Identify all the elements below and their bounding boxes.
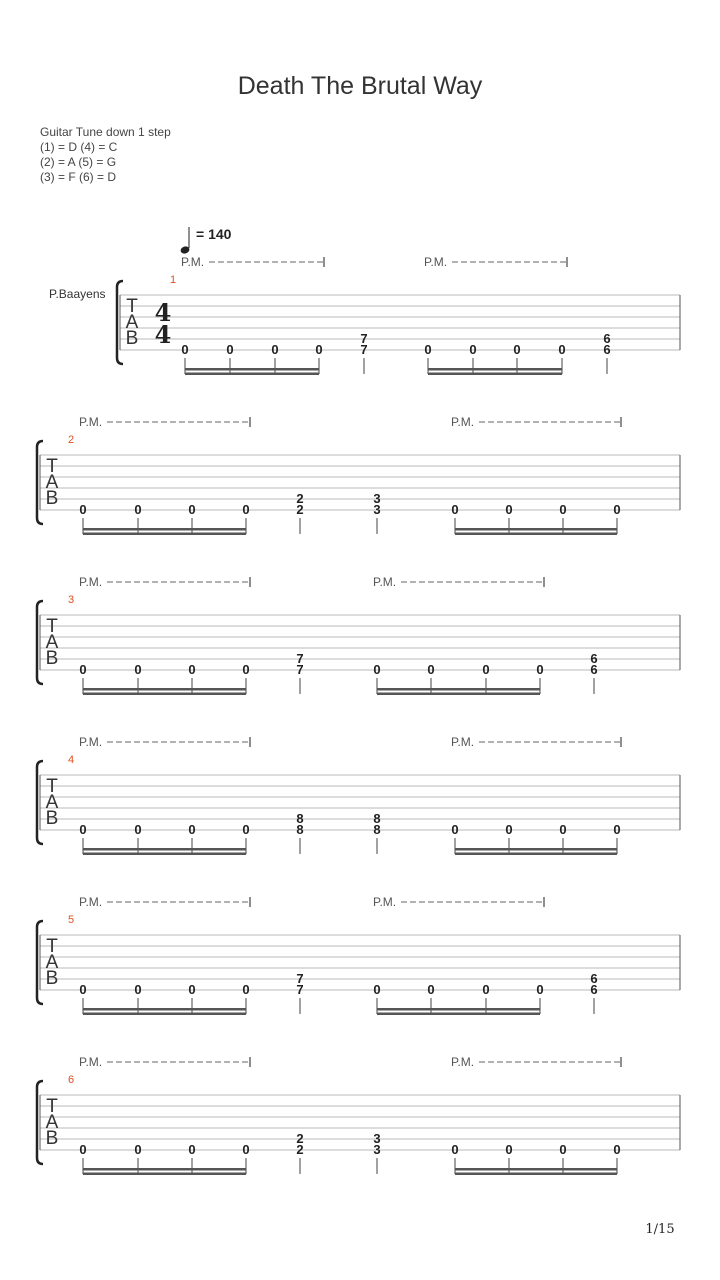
page-number: 1/15: [645, 1222, 675, 1237]
fret-number: 0: [188, 822, 196, 837]
tab-clef-letter: B: [45, 968, 59, 989]
palm-mute-label: P.M.: [451, 735, 475, 749]
fret-number: 7: [296, 662, 304, 677]
fret-number: 3: [373, 491, 381, 506]
fret-number: 0: [613, 1142, 621, 1157]
beam-line: [377, 1013, 540, 1016]
time-signature-bottom: 4: [154, 320, 172, 349]
tab-clef-letter: T: [46, 776, 58, 797]
beam-line: [455, 533, 617, 536]
tab-clef-letter: A: [45, 792, 59, 813]
fret-number: 0: [226, 342, 234, 357]
tab-clef-letter: B: [45, 1128, 59, 1149]
beam-line: [83, 533, 246, 536]
track-name: P.Baayens: [49, 287, 106, 301]
fret-number: 0: [427, 982, 435, 997]
fret-number: 8: [296, 822, 304, 837]
fret-number: 2: [296, 1142, 304, 1157]
fret-number: 8: [373, 811, 381, 826]
beam-line: [83, 528, 246, 531]
fret-number: 0: [427, 662, 435, 677]
fret-number: 8: [373, 822, 381, 837]
tuning-header: Guitar Tune down 1 step: [40, 125, 171, 139]
tab-clef-letter: T: [46, 616, 58, 637]
fret-number: 6: [590, 651, 598, 666]
fret-number: 6: [603, 342, 611, 357]
tuning-line: (1) = D (4) = C: [40, 140, 118, 154]
fret-number: 0: [559, 1142, 567, 1157]
song-title: Death The Brutal Way: [237, 72, 483, 100]
fret-number: 2: [296, 1131, 304, 1146]
fret-number: 0: [134, 1142, 142, 1157]
fret-number: 0: [134, 662, 142, 677]
palm-mute-label: P.M.: [79, 1055, 103, 1069]
fret-number: 8: [296, 811, 304, 826]
fret-number: 0: [79, 982, 87, 997]
fret-number: 0: [188, 662, 196, 677]
fret-number: 0: [558, 342, 566, 357]
beam-line: [83, 1168, 246, 1171]
tab-clef-letter: T: [46, 456, 58, 477]
fret-number: 7: [296, 971, 304, 986]
fret-number: 2: [296, 502, 304, 517]
palm-mute-label: P.M.: [79, 575, 103, 589]
fret-number: 0: [134, 982, 142, 997]
beam-line: [377, 693, 540, 696]
palm-mute-label: P.M.: [451, 415, 475, 429]
fret-number: 0: [451, 822, 459, 837]
palm-mute-label: P.M.: [373, 575, 397, 589]
tab-clef-letter: A: [45, 472, 59, 493]
tab-clef-letter: A: [45, 952, 59, 973]
tuning-line: (2) = A (5) = G: [40, 155, 117, 169]
bar-number: 1: [170, 274, 177, 286]
beam-line: [428, 373, 562, 376]
fret-number: 0: [242, 1142, 250, 1157]
fret-number: 3: [373, 502, 381, 517]
fret-number: 0: [505, 502, 513, 517]
beam-line: [455, 848, 617, 851]
tab-clef-letter: T: [126, 296, 138, 317]
fret-number: 0: [482, 662, 490, 677]
tab-clef-letter: T: [46, 936, 58, 957]
tab-clef-letter: B: [45, 808, 59, 829]
tab-clef-letter: T: [46, 1096, 58, 1117]
fret-number: 6: [590, 971, 598, 986]
tempo-marking: = 140: [196, 226, 232, 242]
fret-number: 7: [296, 651, 304, 666]
palm-mute-label: P.M.: [79, 735, 103, 749]
fret-number: 0: [613, 502, 621, 517]
beam-line: [377, 1008, 540, 1011]
beam-line: [83, 848, 246, 851]
beam-line: [83, 1008, 246, 1011]
fret-number: 0: [242, 662, 250, 677]
fret-number: 0: [271, 342, 279, 357]
fret-number: 6: [603, 331, 611, 346]
beam-line: [83, 688, 246, 691]
palm-mute-label: P.M.: [424, 255, 448, 269]
fret-number: 0: [188, 1142, 196, 1157]
fret-number: 0: [188, 982, 196, 997]
tab-clef-letter: A: [45, 632, 59, 653]
fret-number: 0: [559, 822, 567, 837]
bar-number: 2: [68, 434, 75, 446]
beam-line: [185, 368, 319, 371]
fret-number: 2: [296, 491, 304, 506]
fret-number: 0: [79, 822, 87, 837]
fret-number: 0: [424, 342, 432, 357]
palm-mute-label: P.M.: [181, 255, 205, 269]
time-signature-top: 4: [154, 298, 172, 327]
fret-number: 0: [469, 342, 477, 357]
fret-number: 0: [536, 662, 544, 677]
fret-number: 0: [79, 1142, 87, 1157]
bar-number: 4: [68, 754, 75, 766]
fret-number: 0: [315, 342, 323, 357]
beam-line: [377, 688, 540, 691]
fret-number: 7: [360, 331, 368, 346]
fret-number: 0: [559, 502, 567, 517]
tab-clef-letter: B: [125, 328, 139, 349]
bar-number: 5: [68, 914, 75, 926]
fret-number: 0: [181, 342, 189, 357]
tab-clef-letter: B: [45, 488, 59, 509]
fret-number: 0: [451, 1142, 459, 1157]
fret-number: 6: [590, 982, 598, 997]
beam-line: [455, 528, 617, 531]
beam-line: [455, 853, 617, 856]
palm-mute-label: P.M.: [451, 1055, 475, 1069]
fret-number: 0: [242, 822, 250, 837]
fret-number: 0: [505, 822, 513, 837]
tuning-line: (3) = F (6) = D: [40, 170, 117, 184]
fret-number: 3: [373, 1142, 381, 1157]
fret-number: 7: [296, 982, 304, 997]
fret-number: 0: [505, 1142, 513, 1157]
beam-line: [455, 1173, 617, 1176]
fret-number: 0: [373, 982, 381, 997]
beam-line: [185, 373, 319, 376]
fret-number: 0: [373, 662, 381, 677]
fret-number: 0: [242, 982, 250, 997]
tab-clef-letter: A: [125, 312, 139, 333]
fret-number: 0: [79, 662, 87, 677]
fret-number: 0: [242, 502, 250, 517]
fret-number: 0: [134, 822, 142, 837]
fret-number: 3: [373, 1131, 381, 1146]
fret-number: 0: [79, 502, 87, 517]
palm-mute-label: P.M.: [79, 895, 103, 909]
fret-number: 0: [613, 822, 621, 837]
palm-mute-label: P.M.: [79, 415, 103, 429]
palm-mute-label: P.M.: [373, 895, 397, 909]
tab-clef-letter: A: [45, 1112, 59, 1133]
fret-number: 0: [134, 502, 142, 517]
beam-line: [83, 1173, 246, 1176]
fret-number: 0: [451, 502, 459, 517]
fret-number: 0: [513, 342, 521, 357]
beam-line: [83, 1013, 246, 1016]
fret-number: 0: [536, 982, 544, 997]
fret-number: 0: [482, 982, 490, 997]
beam-line: [83, 693, 246, 696]
tab-clef-letter: B: [45, 648, 59, 669]
beam-line: [83, 853, 246, 856]
fret-number: 6: [590, 662, 598, 677]
fret-number: 7: [360, 342, 368, 357]
bar-number: 6: [68, 1074, 75, 1086]
fret-number: 0: [188, 502, 196, 517]
bar-number: 3: [68, 594, 75, 606]
beam-line: [455, 1168, 617, 1171]
beam-line: [428, 368, 562, 371]
